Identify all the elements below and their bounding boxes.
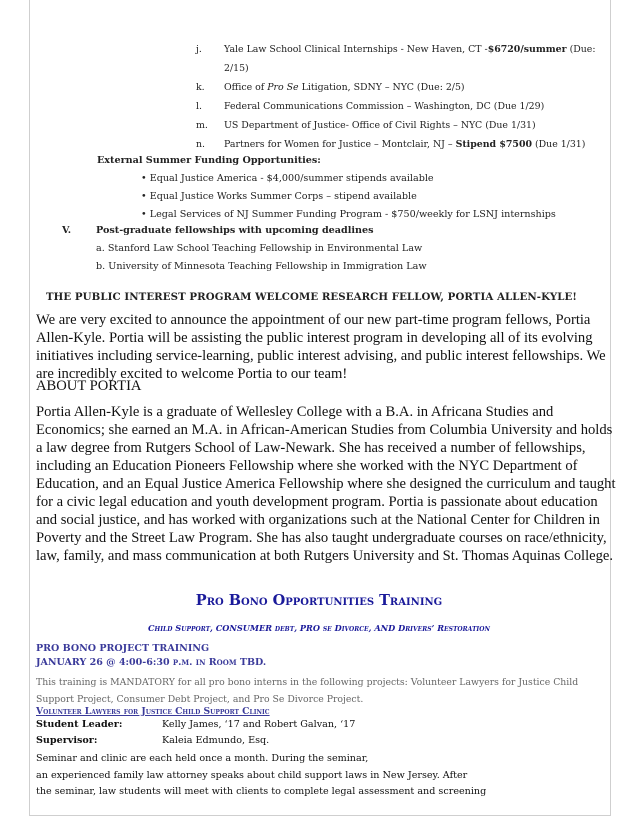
bullet-item: • Legal Services of NJ Summer Funding Program - $750/weekly for LSNJ internships [141, 209, 556, 220]
external-funding-section [97, 152, 597, 224]
list-item-continuation: 2/15) [224, 63, 249, 74]
training-text: This training is MANDATORY for all pro bono interns in the following projects: Volunteer Lawyers for Justice Child Support Project, Consumer Debt Project, and Pro Se Divorce Project. [36, 677, 579, 705]
bullet-item: • Equal Justice America - $4,000/summer stipends available [141, 173, 434, 184]
section-heading: V. Post-graduate fellowships with upcoming deadlines [62, 225, 374, 236]
about-paragraph: Portia Allen-Kyle is a graduate of Wellesley College with a B.A. in Africana Studies and Economics; she earned an M.A. in African-American Studies from Columbia University and holds a law degree from Rutgers School of Law-Newark. She has received a number of fellowships, including an Education Pioneers Fellowship where she worked with the NYC Department of Education, and an Equal Justice America Fellowship where she designed the curriculum and taught for a civic legal education and youth development program. Portia is passionate about education and social justice, and has worked with organizations such at the National Center for Children in Poverty and the Street Law Program. She has also taught undergraduate courses on race/ethnicity, law, family, and mass communication at both Rutgers University and St. Thomas Aquinas College. [36, 404, 616, 564]
list-item: j. Yale Law School Clinical Internships - New Haven, CT -$6720/summer (Due: [196, 40, 596, 59]
postgrad-fellowships-section [62, 222, 582, 276]
list-marker: l. [196, 101, 202, 112]
list-item: k. Office of Pro Se Litigation, SDNY – NYC (Due: 2/5) [196, 78, 596, 97]
welcome-heading: THE PUBLIC INTEREST PROGRAM WELCOME RESEARCH FELLOW, PORTIA ALLEN-KYLE! [46, 291, 577, 303]
list-marker: m. [196, 120, 208, 131]
list-item: n. Partners for Women for Justice – Montclair, NJ – Stipend $7500 (Due 1/31) [196, 135, 596, 154]
welcome-paragraph: We are very excited to announce the appointment of our new part-time program fellows, Portia Allen-Kyle. Portia will be assisting the public interest program in developing all of its evolving initiatives including service-learning, public interest advising, and public interest fellowships. We are incredibly excited to welcome Portia to our team! [36, 312, 606, 382]
section-heading: External Summer Funding Opportunities: [97, 155, 321, 166]
student-leader-row: Student Leader: Kelly James, ‘17 and Robert Galvan, ‘17 [36, 719, 356, 730]
list-item: b. University of Minnesota Teaching Fellowship in Immigration Law [96, 261, 427, 272]
page-border-left [29, 0, 30, 815]
page-border-bottom [29, 815, 611, 816]
list-item: m. US Department of Justice- Office of Civil Rights – NYC (Due 1/31) [196, 116, 596, 135]
clinic-heading: Volunteer Lawyers for Justice Child Support Clinic [36, 706, 270, 717]
supervisor-row: Supervisor: Kaleia Edmundo, Esq. [36, 735, 270, 746]
list-item: a. Stanford Law School Teaching Fellowship in Environmental Law [96, 243, 423, 254]
pro-bono-subtitle: Child Support, CONSUMER debt, PRO se Divorce, AND Drivers’ Restoration [148, 623, 490, 633]
list-item: l. Federal Communications Commission – Washington, DC (Due 1/29) [196, 97, 596, 116]
list-marker: j. [196, 44, 202, 55]
internship-list [196, 40, 596, 154]
training-heading: PRO BONO PROJECT TRAINING [36, 643, 210, 654]
about-heading: ABOUT PORTIA [36, 378, 142, 394]
pro-bono-title: Pro Bono Opportunities Training [195, 592, 443, 609]
training-date: JANUARY 26 @ 4:00-6:30 p.m. in Room TBD. [36, 657, 267, 668]
clinic-description: Seminar and clinic are each held once a month. During the seminar, an experienced family law attorney speaks about child support laws in New Jersey. After the seminar, law students will meet with clients to complete legal assessment and screening [36, 753, 487, 797]
bullet-item: • Equal Justice Works Summer Corps – stipend available [141, 191, 417, 202]
list-marker: n. [196, 139, 206, 150]
list-marker: k. [196, 82, 205, 93]
